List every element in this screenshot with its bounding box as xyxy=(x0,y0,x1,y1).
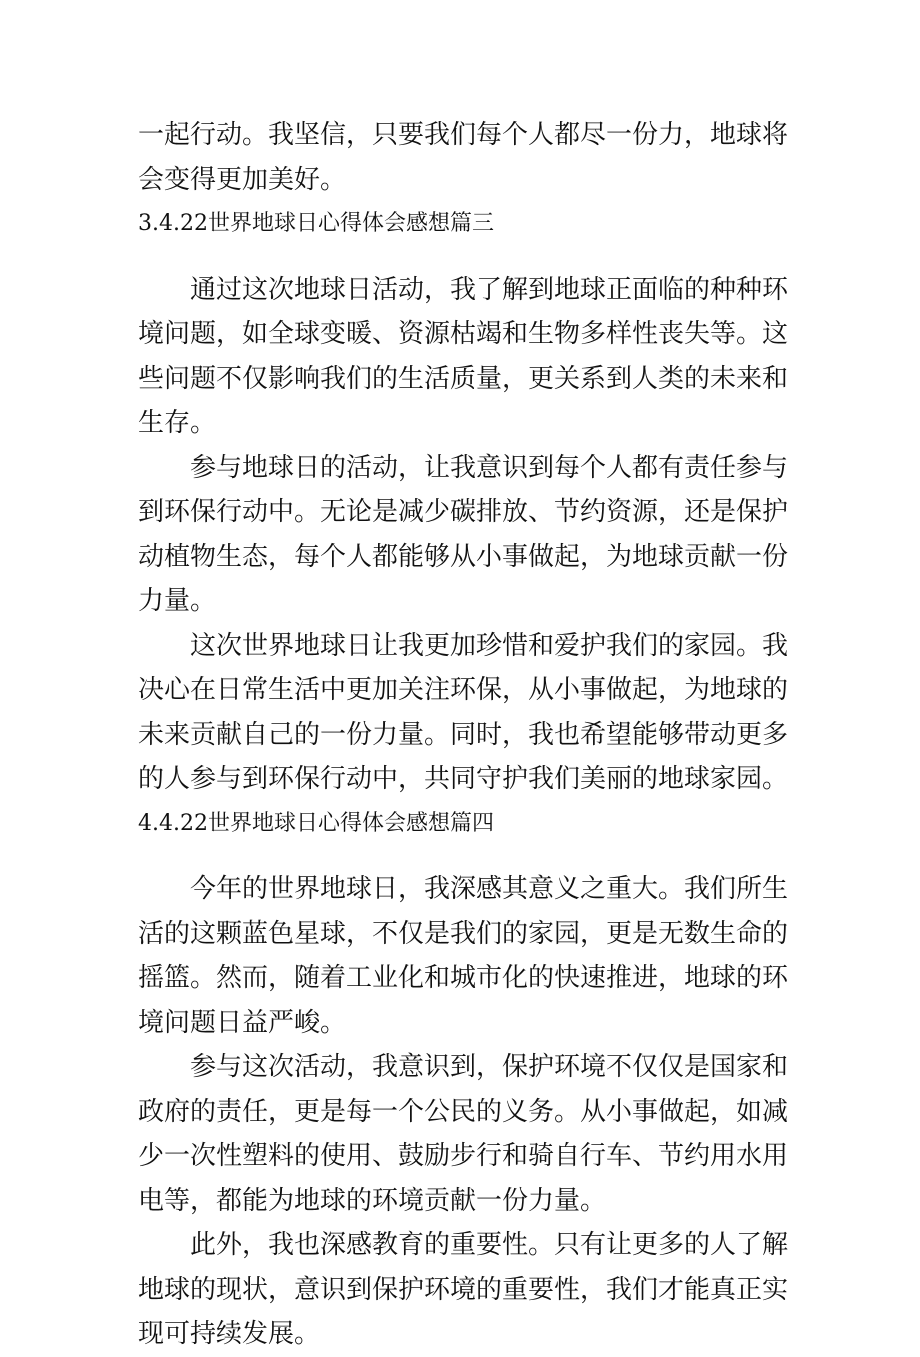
paragraph: 这次世界地球日让我更加珍惜和爱护我们的家园。我决心在日常生活中更加关注环保，从小事做起，为地球的未来贡献自己的一份力量。同时，我也希望能够带动更多的人参与到环保行动中，共同守护我们美丽的地球家园。 xyxy=(138,630,789,794)
paragraph: 参与这次活动，我意识到，保护环境不仅仅是国家和政府的责任，更是每一个公民的义务。从小事做起，如减少一次性塑料的使用、鼓励步行和骑自行车、节约用水用电等，都能为地球的环境贡献一份力量。 xyxy=(138,1052,789,1216)
section-heading-3: 3.4.22世界地球日心得体会感想篇三 xyxy=(138,211,494,236)
section-heading-4: 4.4.22世界地球日心得体会感想篇四 xyxy=(138,810,494,836)
document-body xyxy=(138,113,788,1357)
paragraph: 此外，我也深感教育的重要性。只有让更多的人了解地球的现状，意识到保护环境的重要性，我们才能真正实现可持续发展。 xyxy=(138,1230,789,1349)
spacer xyxy=(138,846,788,867)
continuation-paragraph: 一起行动。我坚信，只要我们每个人都尽一份力，地球将会变得更加美好。 xyxy=(138,120,789,195)
paragraph: 参与地球日的活动，让我意识到每个人都有责任参与到环保行动中。无论是减少碳排放、节约资源，还是保护动植物生态，每个人都能够从小事做起，为地球贡献一份力量。 xyxy=(138,452,789,616)
paragraph: 通过这次地球日活动，我了解到地球正面临的种种环境问题，如全球变暖、资源枯竭和生物多样性丧失等。这些问题不仅影响我们的生活质量，更关系到人类的未来和生存。 xyxy=(138,274,789,438)
paragraph: 今年的世界地球日，我深感其意义之重大。我们所生活的这颗蓝色星球，不仅是我们的家园，更是无数生命的摇篮。然而，随着工业化和城市化的快速推进，地球的环境问题日益严峻。 xyxy=(138,874,789,1038)
spacer xyxy=(138,247,788,268)
